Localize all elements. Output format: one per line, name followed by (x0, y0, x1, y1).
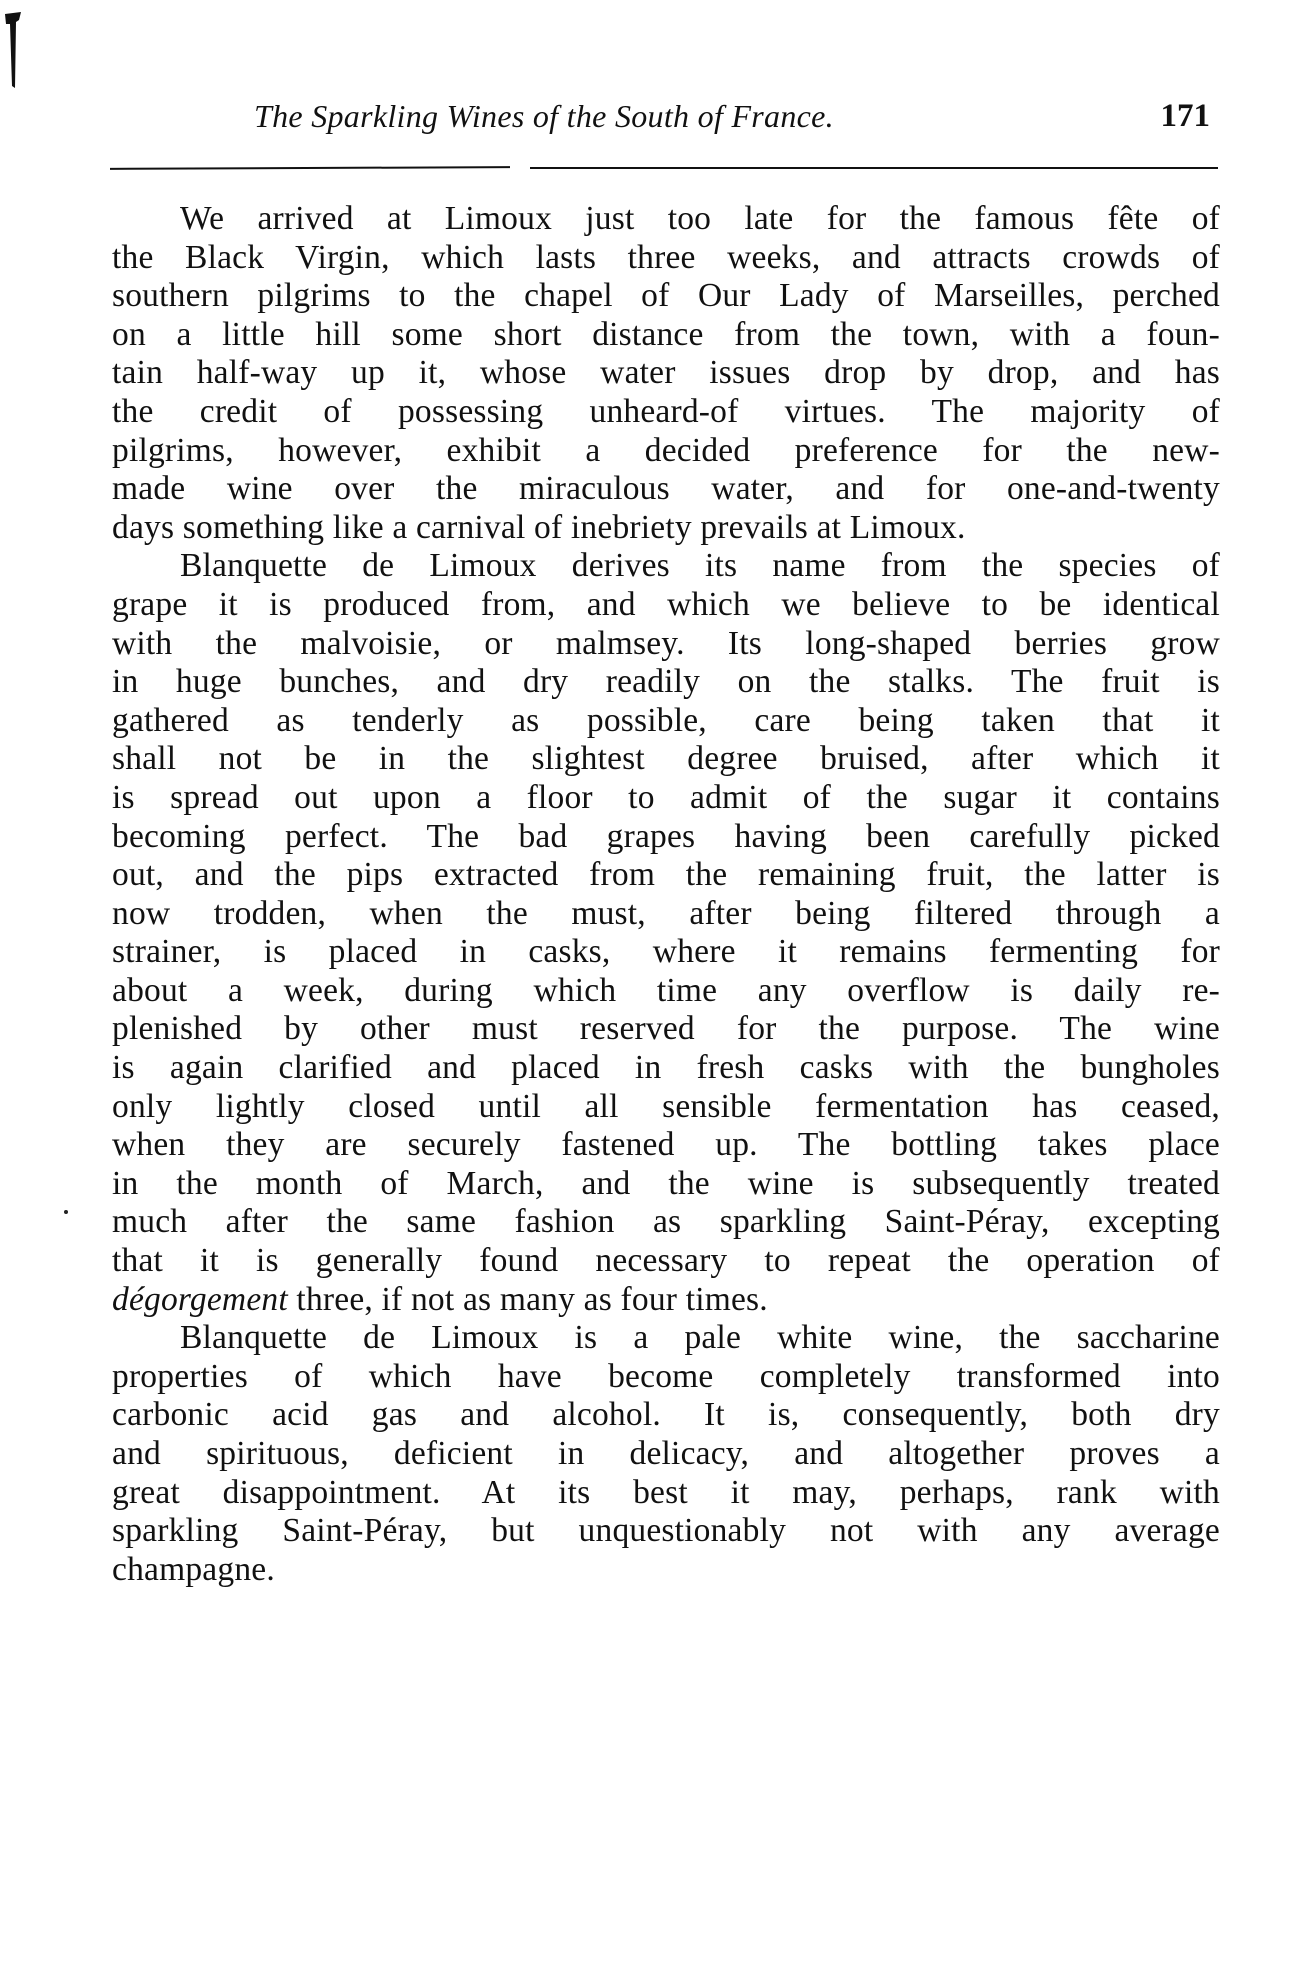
text-line: in the month of March, and the wine is subsequently treated (112, 1164, 1220, 1202)
header-rule-left (110, 166, 510, 170)
paragraph (112, 200, 1220, 547)
text-line: and spirituous, deficient in delicacy, and altogether proves a (112, 1435, 1220, 1472)
text-line: made wine over the miraculous water, and for one-and-twenty (112, 470, 1220, 508)
text-line (112, 1281, 1220, 1320)
text-line: tain half-way up it, whose water issues drop by drop, and has (112, 354, 1220, 392)
text-line: southern pilgrims to the chapel of Our Lady of Marseilles, perched (112, 277, 1220, 315)
text-line: the Black Virgin, which lasts three weeks, and attracts crowds of (112, 238, 1220, 276)
text-line: in huge bunches, and dry readily on the stalks. The fruit is (112, 663, 1220, 701)
text-line: grape it is produced from, and which we believe to be identical (112, 585, 1220, 623)
text-line: when they are securely fastened up. The bottling takes place (112, 1126, 1220, 1164)
page-header (110, 98, 1210, 138)
italic-term: dégorgement (112, 1280, 288, 1318)
text-line: pilgrims, however, exhibit a decided preference for the new- (112, 431, 1220, 469)
text-line: gathered as tenderly as possible, care being taken that it (112, 701, 1220, 739)
text-line: much after the same fashion as sparkling Saint-Péray, excepting (112, 1203, 1220, 1241)
running-head: The Sparkling Wines of the South of France. (254, 98, 834, 134)
text-line: We arrived at Limoux just too late for the famous fête of (180, 200, 1220, 237)
corner-crop-mark-icon (4, 10, 22, 90)
paragraph (112, 1319, 1220, 1589)
text-line: only lightly closed until all sensible fermentation has ceased, (112, 1087, 1220, 1125)
text-line: days something like a carnival of inebriety prevails at Limoux. (112, 508, 966, 546)
text-line: that it is generally found necessary to repeat the operation of (112, 1242, 1220, 1280)
body-text (112, 200, 1220, 1589)
text-line: champagne. (112, 1550, 275, 1588)
text-line: plenished by other must reserved for the purpose. The wine (112, 1010, 1220, 1048)
text-line: great disappointment. At its best it may, perhaps, rank with (112, 1473, 1220, 1511)
header-rule-right (530, 167, 1218, 169)
text-line: is spread out upon a floor to admit of the sugar it contains (112, 778, 1220, 816)
text-line: carbonic acid gas and alcohol. It is, consequently, both dry (112, 1396, 1220, 1434)
text-line: is again clarified and placed in fresh casks with the bungholes (112, 1049, 1220, 1087)
line-rest: three, if not as many as four times. (287, 1280, 768, 1318)
paragraph (112, 547, 1220, 1319)
text-line: properties of which have become completely transformed into (112, 1357, 1220, 1395)
text-line: becoming perfect. The bad grapes having been carefully picked (112, 817, 1220, 855)
text-line: Blanquette de Limoux derives its name from the species of (180, 547, 1220, 585)
text-line: on a little hill some short distance from the town, with a foun- (112, 315, 1220, 353)
text-line: with the malvoisie, or malmsey. Its long-shaped berries grow (112, 624, 1220, 662)
margin-speck (64, 1210, 68, 1214)
text-line: strainer, is placed in casks, where it remains fermenting for (112, 933, 1220, 971)
text-line: Blanquette de Limoux is a pale white wine, the saccharine (180, 1319, 1220, 1357)
text-line: out, and the pips extracted from the remaining fruit, the latter is (112, 856, 1220, 894)
text-line: now trodden, when the must, after being filtered through a (112, 894, 1220, 932)
page-number: 171 (1160, 98, 1210, 134)
text-line: about a week, during which time any overflow is daily re- (112, 971, 1220, 1009)
text-line: the credit of possessing unheard-of virtues. The majority of (112, 392, 1220, 430)
text-line: shall not be in the slightest degree bruised, after which it (112, 740, 1220, 778)
text-line: sparkling Saint-Péray, but unquestionably not with any average (112, 1512, 1220, 1550)
